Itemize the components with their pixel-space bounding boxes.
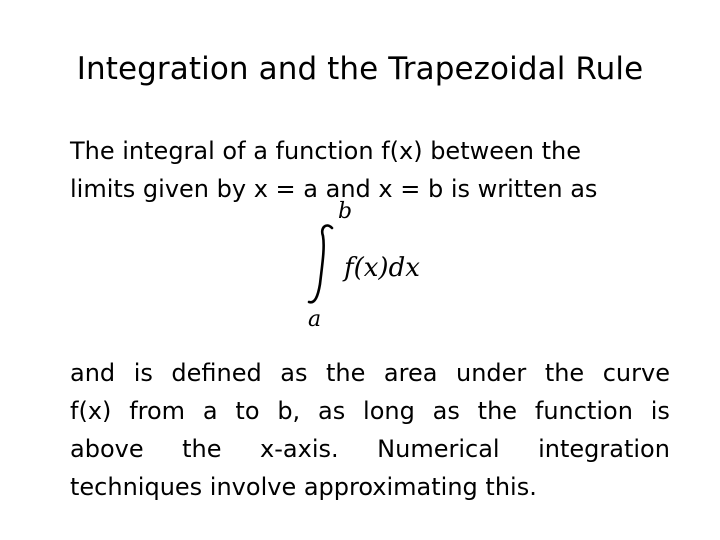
- integral-upper-limit: b: [338, 199, 353, 224]
- word: under: [455, 359, 527, 387]
- word: as: [318, 397, 346, 425]
- intro-line-1: The integral of a function f(x) between the: [70, 137, 581, 165]
- word: curve: [602, 359, 670, 387]
- word: area: [383, 359, 438, 387]
- word: x-axis.: [260, 435, 339, 463]
- integral-formula: [296, 196, 456, 332]
- definition-line-2: [70, 392, 670, 430]
- word: the: [544, 359, 585, 387]
- word: Numerical: [377, 435, 500, 463]
- word: the: [182, 435, 222, 463]
- definition-line-3: [70, 430, 670, 468]
- integral-formula-graphic: [296, 196, 456, 332]
- word: long: [363, 397, 415, 425]
- word: is: [650, 397, 670, 425]
- word: as: [280, 359, 308, 387]
- word: a: [202, 397, 218, 425]
- integral-lower-limit: a: [308, 307, 322, 332]
- word: is: [133, 359, 153, 387]
- word: integration: [538, 435, 670, 463]
- word: the: [326, 359, 366, 387]
- word: as: [432, 397, 460, 425]
- word: b,: [277, 397, 301, 425]
- word: and: [70, 359, 116, 387]
- slide-title: Integration and the Trapezoidal Rule: [76, 51, 644, 87]
- word: from: [129, 397, 186, 425]
- definition-line-1: [70, 354, 670, 392]
- word: to: [235, 397, 260, 425]
- word: the: [477, 397, 518, 425]
- integral-sign: [309, 226, 332, 303]
- definition-line-4: [70, 468, 670, 506]
- word: f(x): [70, 397, 112, 425]
- word: above: [70, 435, 144, 463]
- integrand: f(x)dx: [344, 253, 420, 283]
- word: defined: [171, 359, 262, 387]
- intro-line-2: limits given by x = a and x = b is written as: [70, 175, 598, 203]
- definition-paragraph: [70, 354, 670, 506]
- word: techniques involve approximating this.: [70, 473, 537, 501]
- word: function: [534, 397, 633, 425]
